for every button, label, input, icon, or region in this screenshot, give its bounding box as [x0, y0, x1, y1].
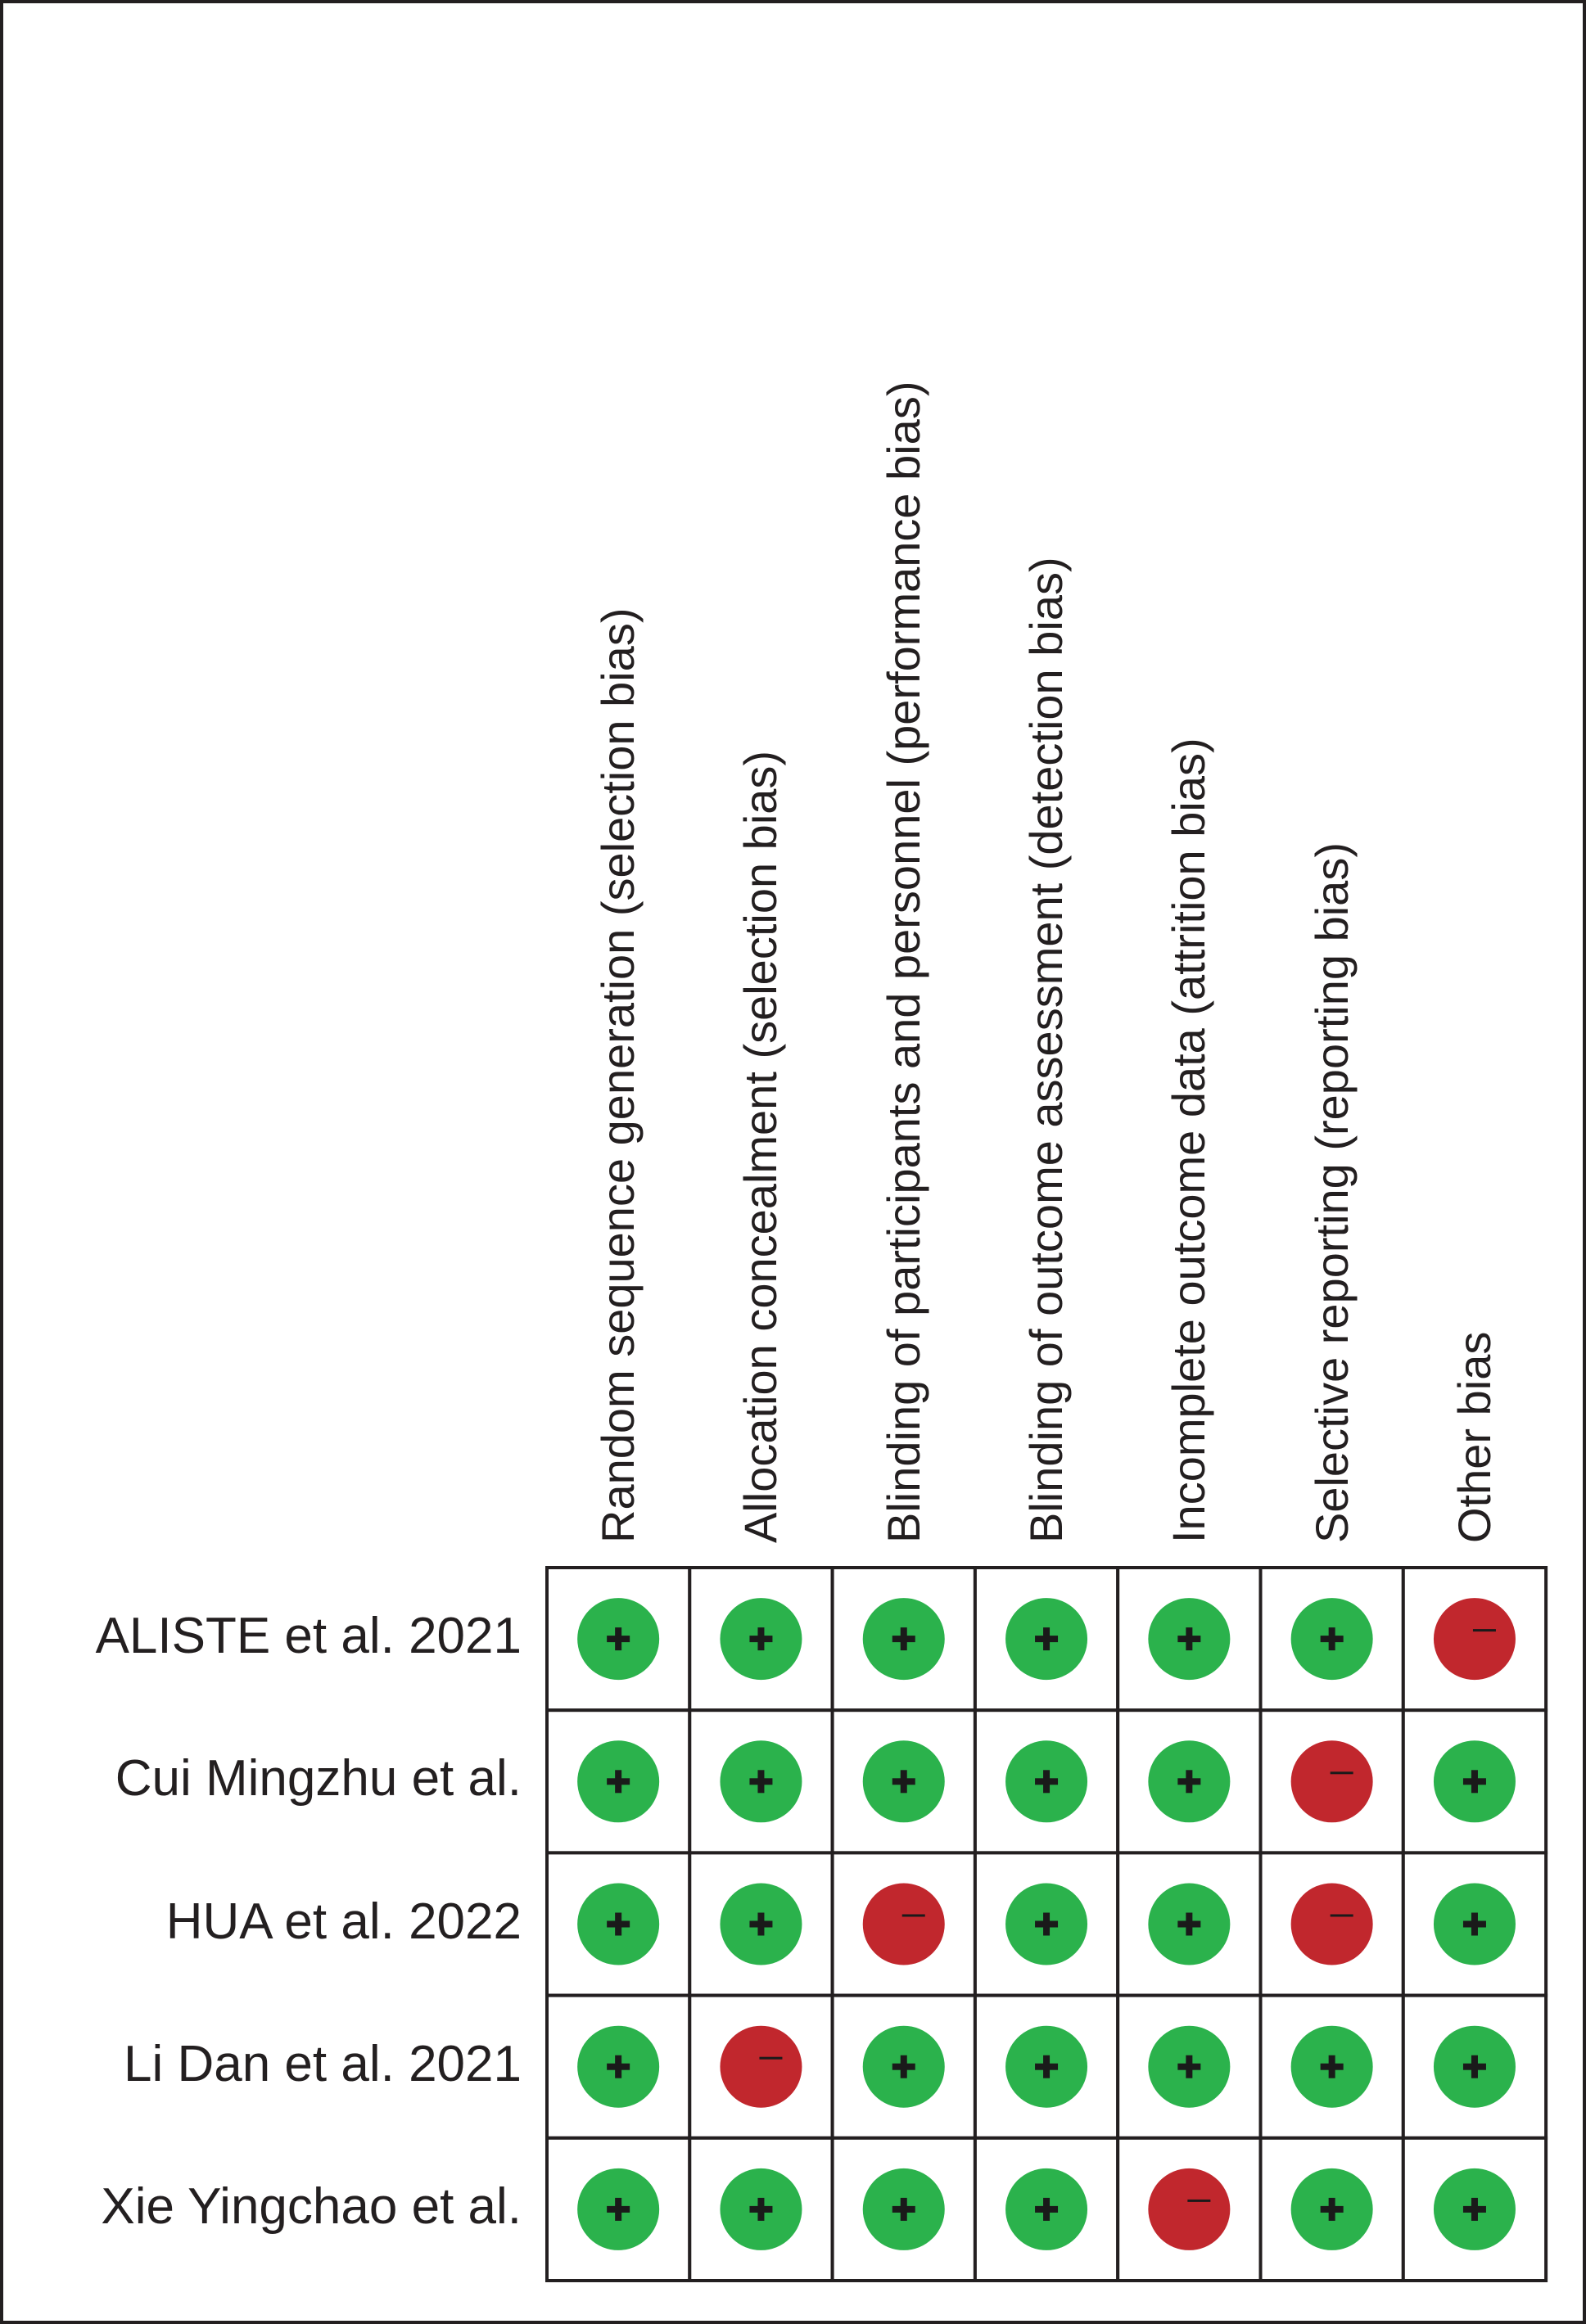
- domain-label: Other bias: [1448, 1331, 1500, 1543]
- plus-icon: [1043, 1913, 1050, 1936]
- plus-icon: [1471, 1770, 1478, 1793]
- plus-icon: [901, 2055, 907, 2078]
- study-label: ALISTE et al. 2021: [95, 1608, 522, 1665]
- plus-icon: [1043, 2055, 1050, 2078]
- plus-icon: [615, 2198, 621, 2221]
- plus-icon: [901, 2198, 907, 2221]
- minus-icon: [902, 1915, 925, 1917]
- study-label: Xie Yingchao et al.: [101, 2177, 522, 2235]
- plus-icon: [1329, 1627, 1335, 1650]
- minus-icon: [1331, 1771, 1353, 1774]
- plus-icon: [1043, 1770, 1050, 1793]
- plus-icon: [615, 1627, 621, 1650]
- minus-icon: [1187, 2200, 1210, 2202]
- high-risk-marker: [720, 2026, 802, 2108]
- high-risk-marker: [1291, 1740, 1373, 1822]
- plus-icon: [1043, 2198, 1050, 2221]
- plus-icon: [615, 1913, 621, 1936]
- high-risk-marker: [863, 1884, 945, 1965]
- minus-icon: [759, 2057, 782, 2060]
- plus-icon: [1471, 2198, 1478, 2221]
- plus-icon: [757, 2198, 764, 2221]
- plus-icon: [1471, 2055, 1478, 2078]
- plus-icon: [1186, 2055, 1192, 2078]
- domain-label: Incomplete outcome data (attrition bias): [1163, 738, 1215, 1543]
- plus-icon: [901, 1770, 907, 1793]
- plus-icon: [1329, 2055, 1335, 2078]
- domain-label: Allocation concealment (selection bias): [734, 750, 787, 1543]
- plus-icon: [615, 1770, 621, 1793]
- domain-label: Blinding of outcome assessment (detection bias): [1020, 557, 1073, 1543]
- plus-icon: [1043, 1627, 1050, 1650]
- plus-icon: [757, 1913, 764, 1936]
- plus-icon: [1471, 1913, 1478, 1936]
- plus-icon: [1186, 1627, 1192, 1650]
- study-label: HUA et al. 2022: [165, 1893, 522, 1950]
- study-label: Li Dan et al. 2021: [123, 2035, 522, 2092]
- domain-label: Selective reporting (reporting bias): [1305, 842, 1358, 1543]
- minus-icon: [1331, 1915, 1353, 1917]
- plus-icon: [757, 1627, 764, 1650]
- domain-label: Random sequence generation (selection bias): [592, 607, 644, 1543]
- domain-label: Blinding of participants and personnel (performance bias): [877, 381, 929, 1543]
- high-risk-marker: [1291, 1884, 1373, 1965]
- plus-icon: [1186, 1913, 1192, 1936]
- plus-icon: [615, 2055, 621, 2078]
- plus-icon: [757, 1770, 764, 1793]
- study-label: Cui Mingzhu et al.: [115, 1750, 522, 1807]
- high-risk-marker: [1434, 1598, 1516, 1680]
- plus-icon: [1329, 2198, 1335, 2221]
- plus-icon: [1186, 1770, 1192, 1793]
- high-risk-marker: [1148, 2168, 1230, 2250]
- minus-icon: [1473, 1629, 1496, 1631]
- plus-icon: [901, 1627, 907, 1650]
